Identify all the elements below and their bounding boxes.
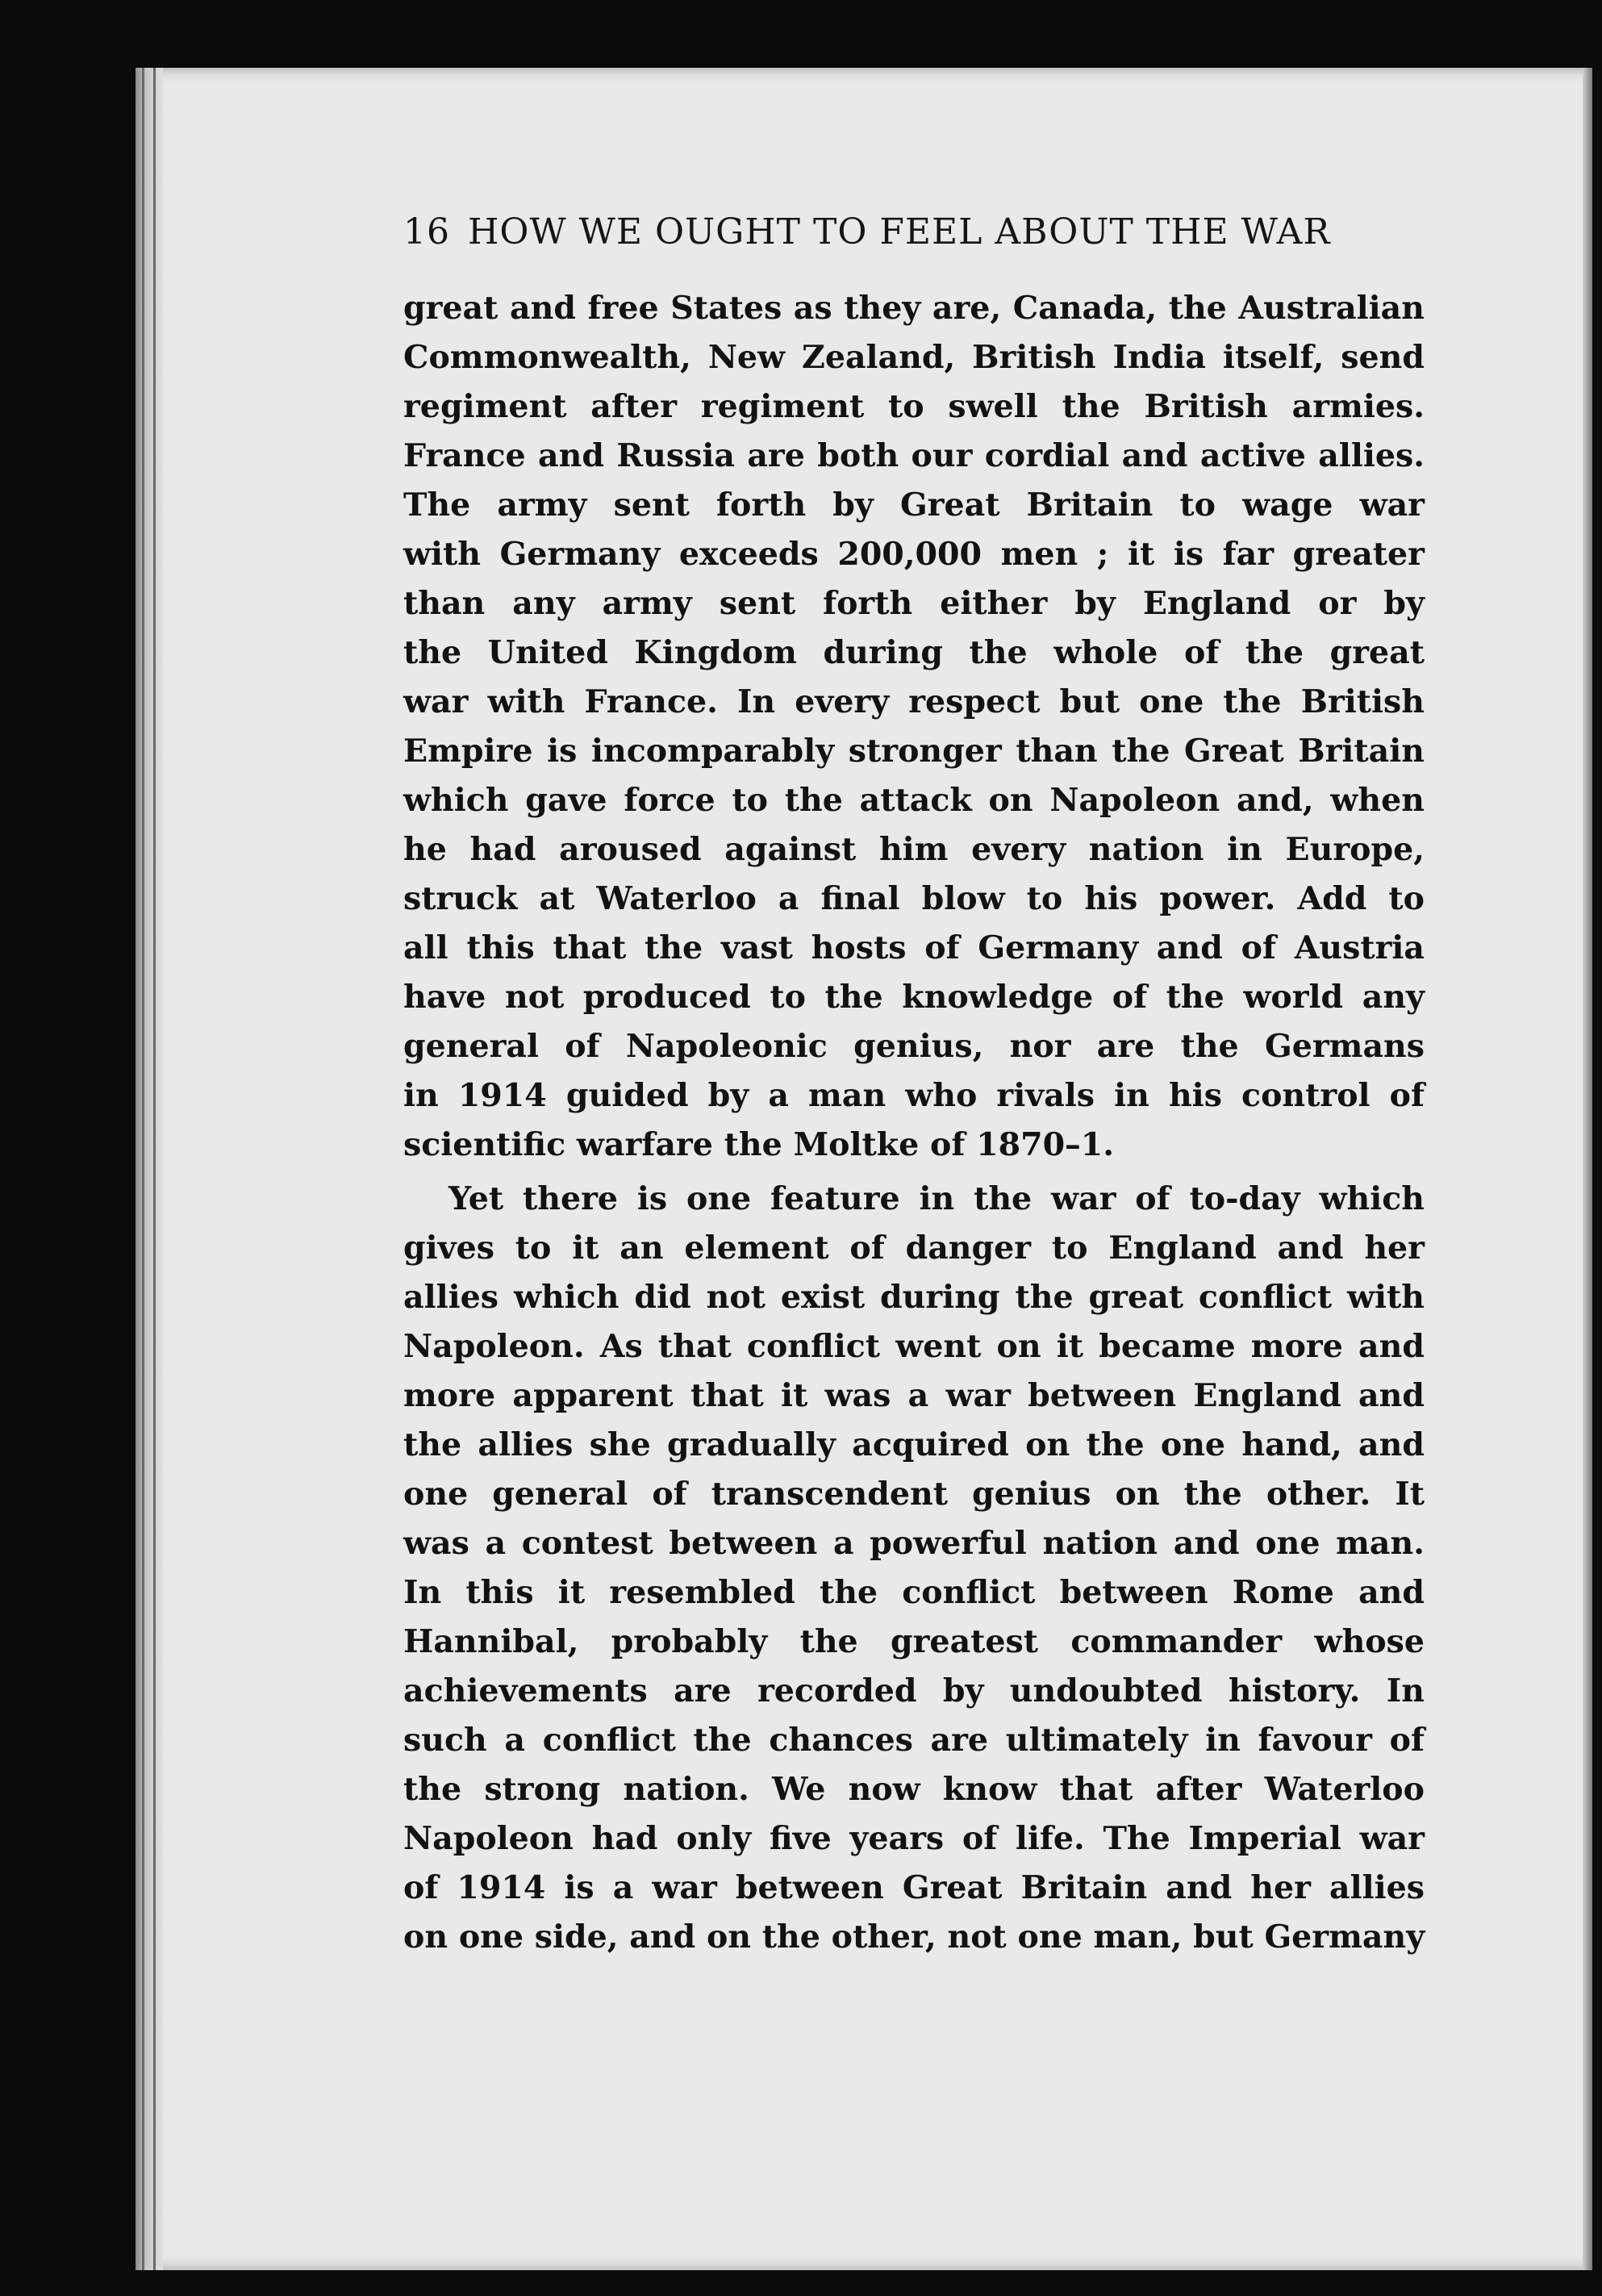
text-line: struck at Waterloo a final blow to his power. Add to bbox=[403, 880, 1425, 917]
text-line: great and free States as they are, Canada, the Australian bbox=[403, 290, 1425, 327]
text-line: scientific warfare the Moltke of 1870–1. bbox=[403, 1126, 1115, 1163]
text-line: France and Russia are both our cordial and active allies. bbox=[403, 437, 1425, 474]
text-line: Napoleon. As that conflict went on it became more and bbox=[403, 1328, 1425, 1365]
text-line: the strong nation. We now know that after Waterloo bbox=[403, 1771, 1425, 1808]
text-line: more apparent that it was a war between England and bbox=[403, 1377, 1425, 1414]
text-line: one general of transcendent genius on the other. It bbox=[403, 1476, 1425, 1513]
text-line: achievements are recorded by undoubted history. In bbox=[403, 1672, 1425, 1709]
text-line: Empire is incomparably stronger than the Great Britain bbox=[403, 733, 1425, 770]
text-line: gives to it an element of danger to England and her bbox=[403, 1229, 1425, 1267]
text-line: of 1914 is a war between Great Britain and her allies bbox=[403, 1869, 1425, 1906]
text-line: allies which did not exist during the great conflict with bbox=[403, 1279, 1425, 1316]
text-line: Hannibal, probably the greatest commander whose bbox=[403, 1623, 1425, 1660]
text-line: which gave force to the attack on Napoleon and, when bbox=[403, 782, 1425, 819]
book-spine-shadow bbox=[136, 68, 163, 2270]
text-line: in 1914 guided by a man who rivals in his control of bbox=[403, 1077, 1425, 1114]
text-line: the allies she gradually acquired on the one hand, and bbox=[403, 1426, 1425, 1463]
text-line: In this it resembled the conflict between Rome and bbox=[403, 1574, 1425, 1611]
spine-edge-line bbox=[153, 68, 156, 2270]
body-text bbox=[403, 284, 1425, 1962]
text-line: Napoleon had only five years of life. The Imperial war bbox=[403, 1820, 1425, 1857]
page-right-edge bbox=[1583, 68, 1592, 2270]
text-line: all this that the vast hosts of Germany and of Austria bbox=[403, 929, 1425, 966]
paragraph bbox=[403, 1175, 1425, 1962]
text-line: he had aroused against him every nation in Europe, bbox=[403, 831, 1425, 868]
running-title: HOW WE OUGHT TO FEEL ABOUT THE WAR bbox=[468, 211, 1331, 253]
text-line: the United Kingdom during the whole of the great bbox=[403, 634, 1425, 671]
text-line: have not produced to the knowledge of the world any bbox=[403, 979, 1425, 1016]
page-number: 16 bbox=[403, 211, 450, 253]
text-line: The army sent forth by Great Britain to wage war bbox=[403, 486, 1425, 524]
text-line: with Germany exceeds 200,000 men ; it is far greater bbox=[403, 536, 1425, 573]
text-line: such a conflict the chances are ultimately in favour of bbox=[403, 1722, 1425, 1759]
paragraph bbox=[403, 284, 1425, 1170]
spine-edge-line bbox=[142, 68, 144, 2270]
text-line: regiment after regiment to swell the British armies. bbox=[403, 388, 1425, 425]
text-line: general of Napoleonic genius, nor are the Germans bbox=[403, 1028, 1425, 1065]
text-line: Yet there is one feature in the war of to-day which bbox=[448, 1180, 1425, 1217]
text-line: Commonwealth, New Zealand, British India itself, send bbox=[403, 339, 1425, 376]
text-line: war with France. In every respect but one the British bbox=[403, 683, 1425, 720]
text-line: than any army sent forth either by England or by bbox=[403, 585, 1425, 622]
text-line: was a contest between a powerful nation and one man. bbox=[403, 1525, 1425, 1562]
text-line: on one side, and on the other, not one man, but Germany bbox=[403, 1918, 1425, 1956]
running-head bbox=[403, 210, 1428, 255]
